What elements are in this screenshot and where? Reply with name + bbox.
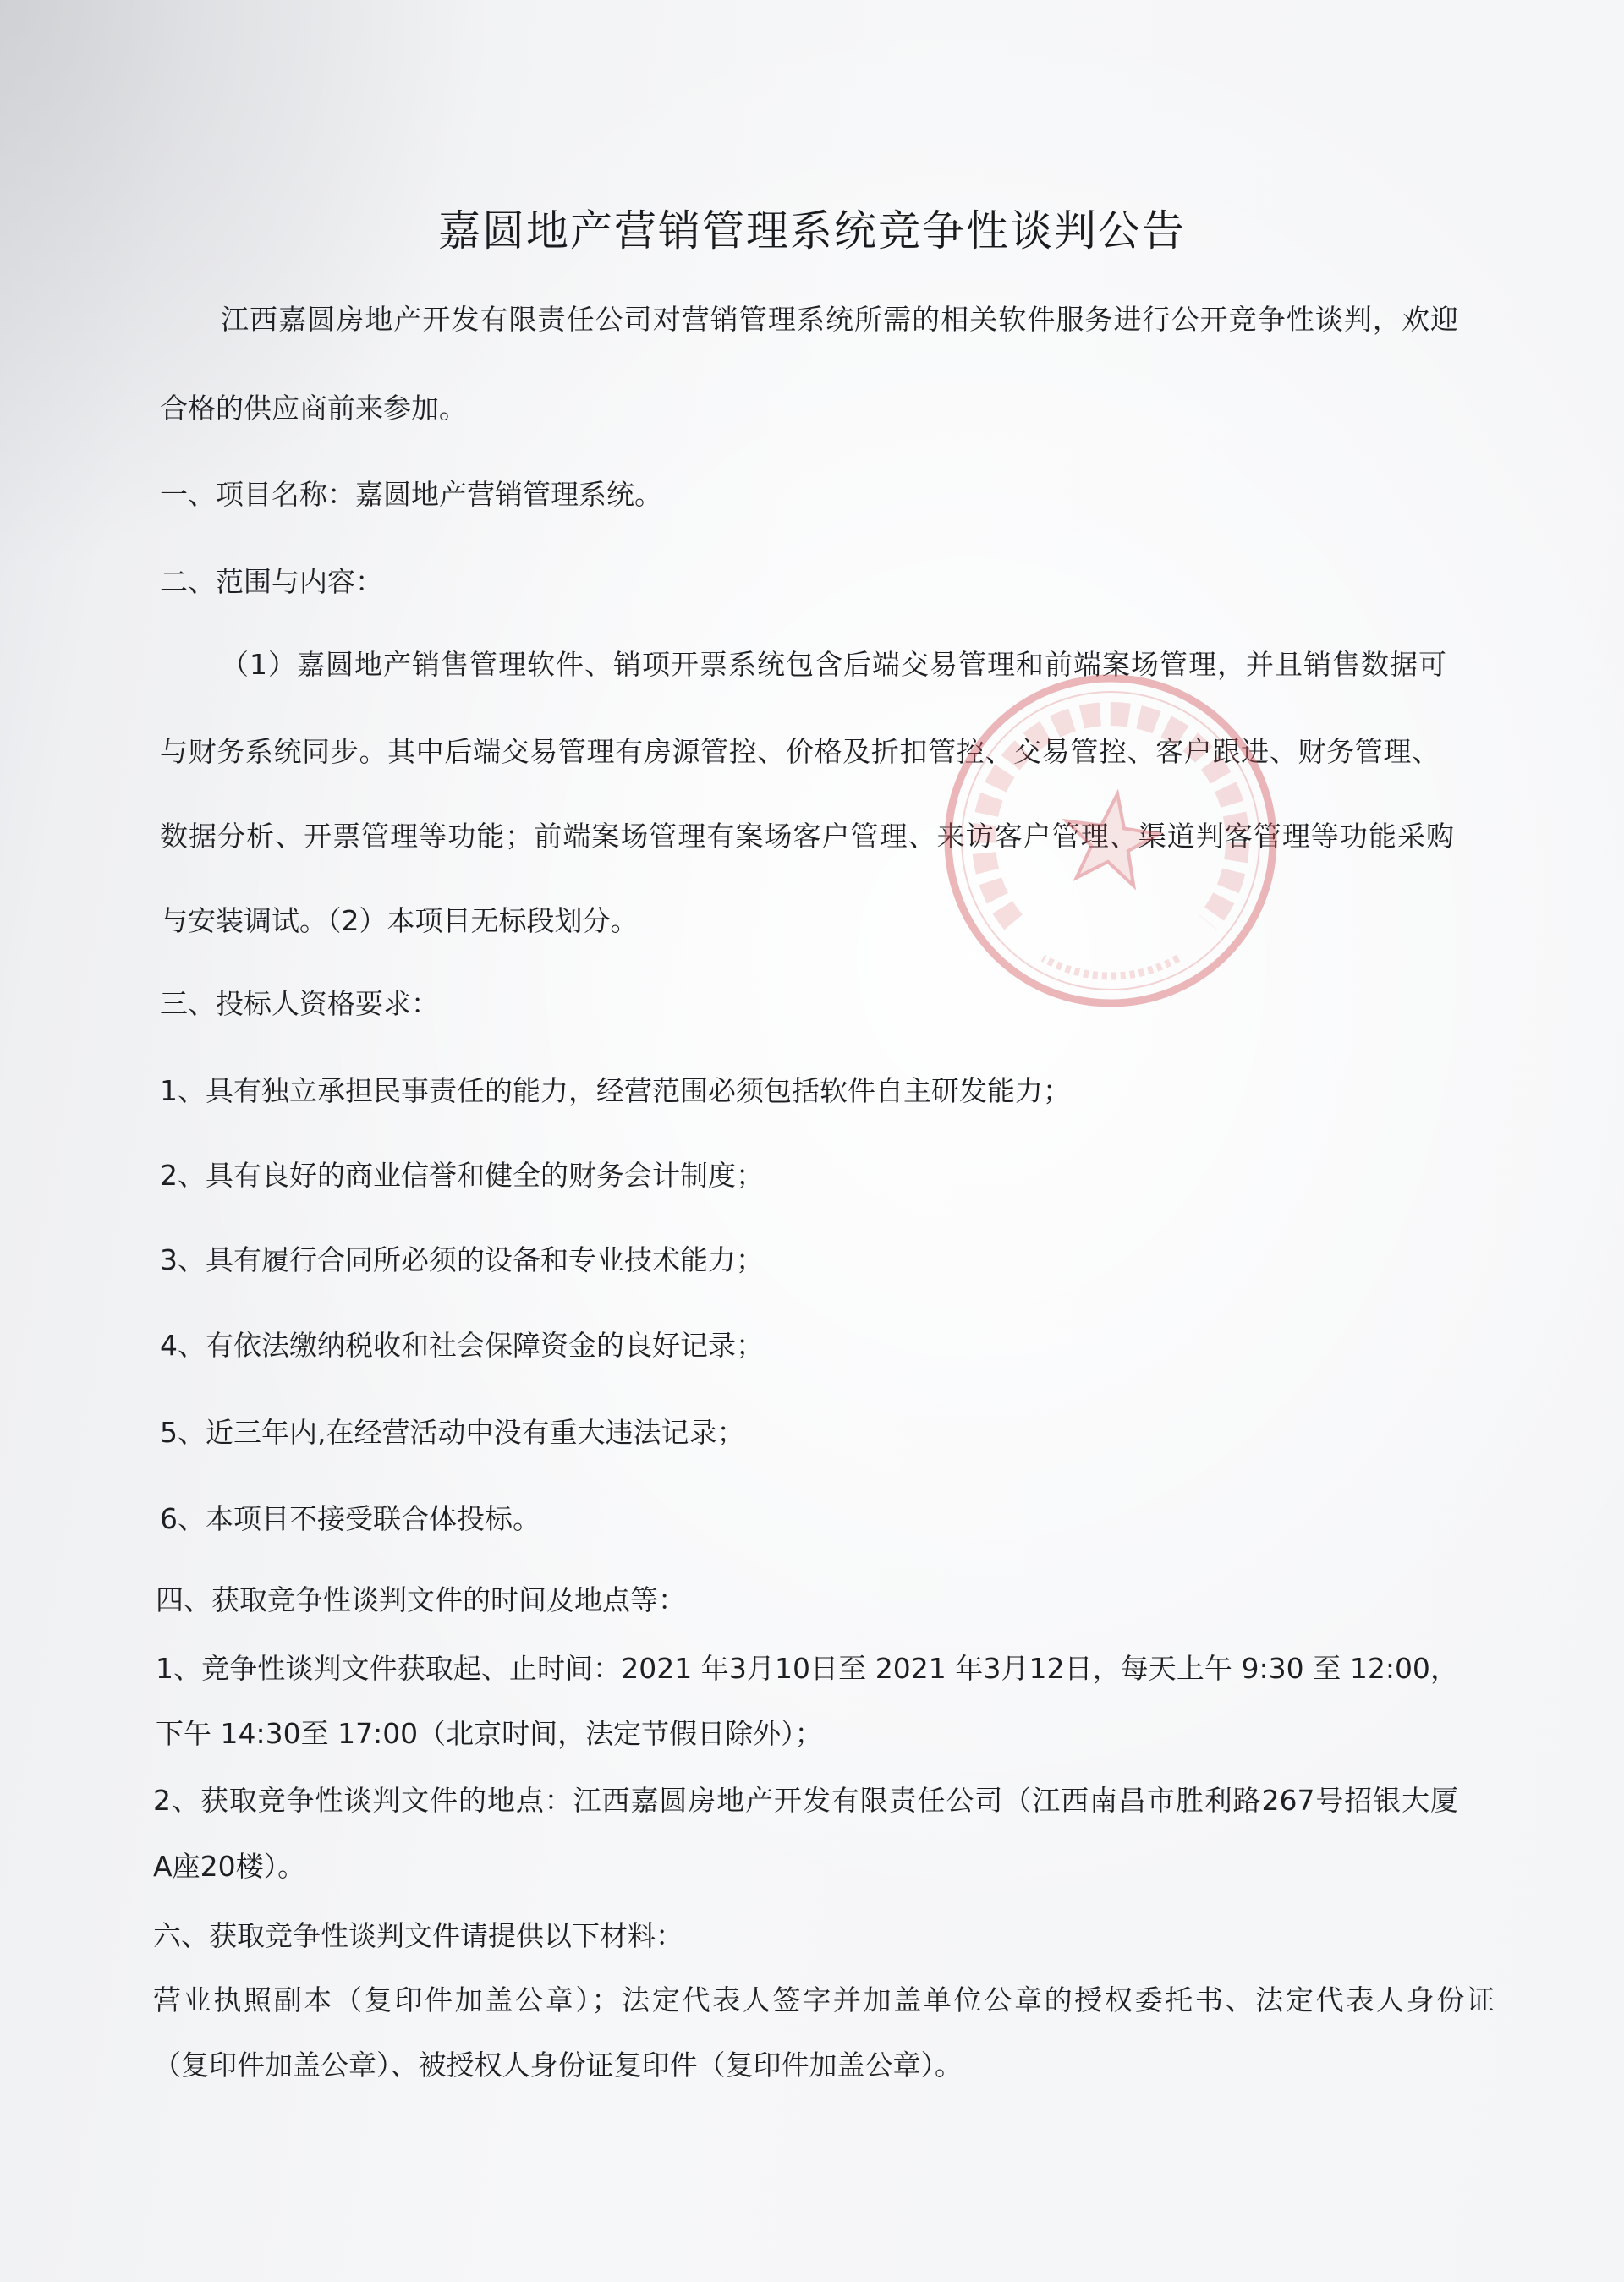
qualification-item: 3、具有履行合同所必须的设备和专业技术能力； — [160, 1243, 764, 1276]
section-heading-acquisition: 四、获取竞争性谈判文件的时间及地点等： — [156, 1583, 686, 1616]
scope-line: 与财务系统同步。其中后端交易管理有房源管控、价格及折扣管控、交易管控、客户跟进、财务管理、 — [160, 735, 1440, 768]
scope-line: 数据分析、开票管理等功能；前端案场管理有案场客户管理、来访客户管理、渠道判客管理等功能采购 — [160, 820, 1454, 853]
section-heading-scope: 二、范围与内容： — [160, 565, 383, 598]
section-heading-qualifications: 三、投标人资格要求： — [160, 987, 439, 1020]
qualification-item: 2、具有良好的商业信誉和健全的财务会计制度； — [160, 1159, 764, 1192]
materials-line: （复印件加盖公章）、被授权人身份证复印件（复印件加盖公章）。 — [153, 2049, 963, 2082]
section-heading-materials: 六、获取竞争性谈判文件请提供以下材料： — [153, 1919, 683, 1952]
materials-line: 营业执照副本（复印件加盖公章）；法定代表人签字并加盖单位公章的授权委托书、法定代表人身份证 — [153, 1983, 1495, 2016]
section-heading-project-name: 一、项目名称：嘉圆地产营销管理系统。 — [160, 478, 662, 511]
qualification-item: 4、有依法缴纳税收和社会保障资金的良好记录； — [160, 1329, 764, 1362]
intro-line: 合格的供应商前来参加。 — [160, 392, 467, 425]
intro-line: 江西嘉圆房地产开发有限责任公司对营销管理系统所需的相关软件服务进行公开竞争性谈判，欢迎 — [221, 303, 1458, 336]
acquisition-line: 1、竞争性谈判文件获取起、止时间：2021 年3月10日至 2021 年3月12日，每天上午 9:30 至 12:00， — [156, 1652, 1459, 1685]
acquisition-line: A座20楼）。 — [153, 1850, 306, 1883]
acquisition-line: 下午 14:30至 17:00（北京时间，法定节假日除外）； — [156, 1717, 823, 1750]
scope-line: 与安装调试。（2）本项目无标段划分。 — [160, 904, 639, 937]
qualification-item: 5、近三年内,在经营活动中没有重大违法记录； — [160, 1416, 745, 1449]
acquisition-line: 2、获取竞争性谈判文件的地点：江西嘉圆房地产开发有限责任公司（江西南昌市胜利路267号招银大厦 — [153, 1784, 1458, 1817]
scope-line: （1）嘉圆地产销售管理软件、销项开票系统包含后端交易管理和前端案场管理，并且销售数据可 — [221, 648, 1446, 681]
qualification-item: 1、具有独立承担民事责任的能力，经营范围必须包括软件自主研发能力； — [160, 1074, 1071, 1107]
qualification-item: 6、本项目不接受联合体投标。 — [160, 1502, 540, 1535]
document-title: 嘉圆地产营销管理系统竞争性谈判公告 — [438, 206, 1186, 255]
